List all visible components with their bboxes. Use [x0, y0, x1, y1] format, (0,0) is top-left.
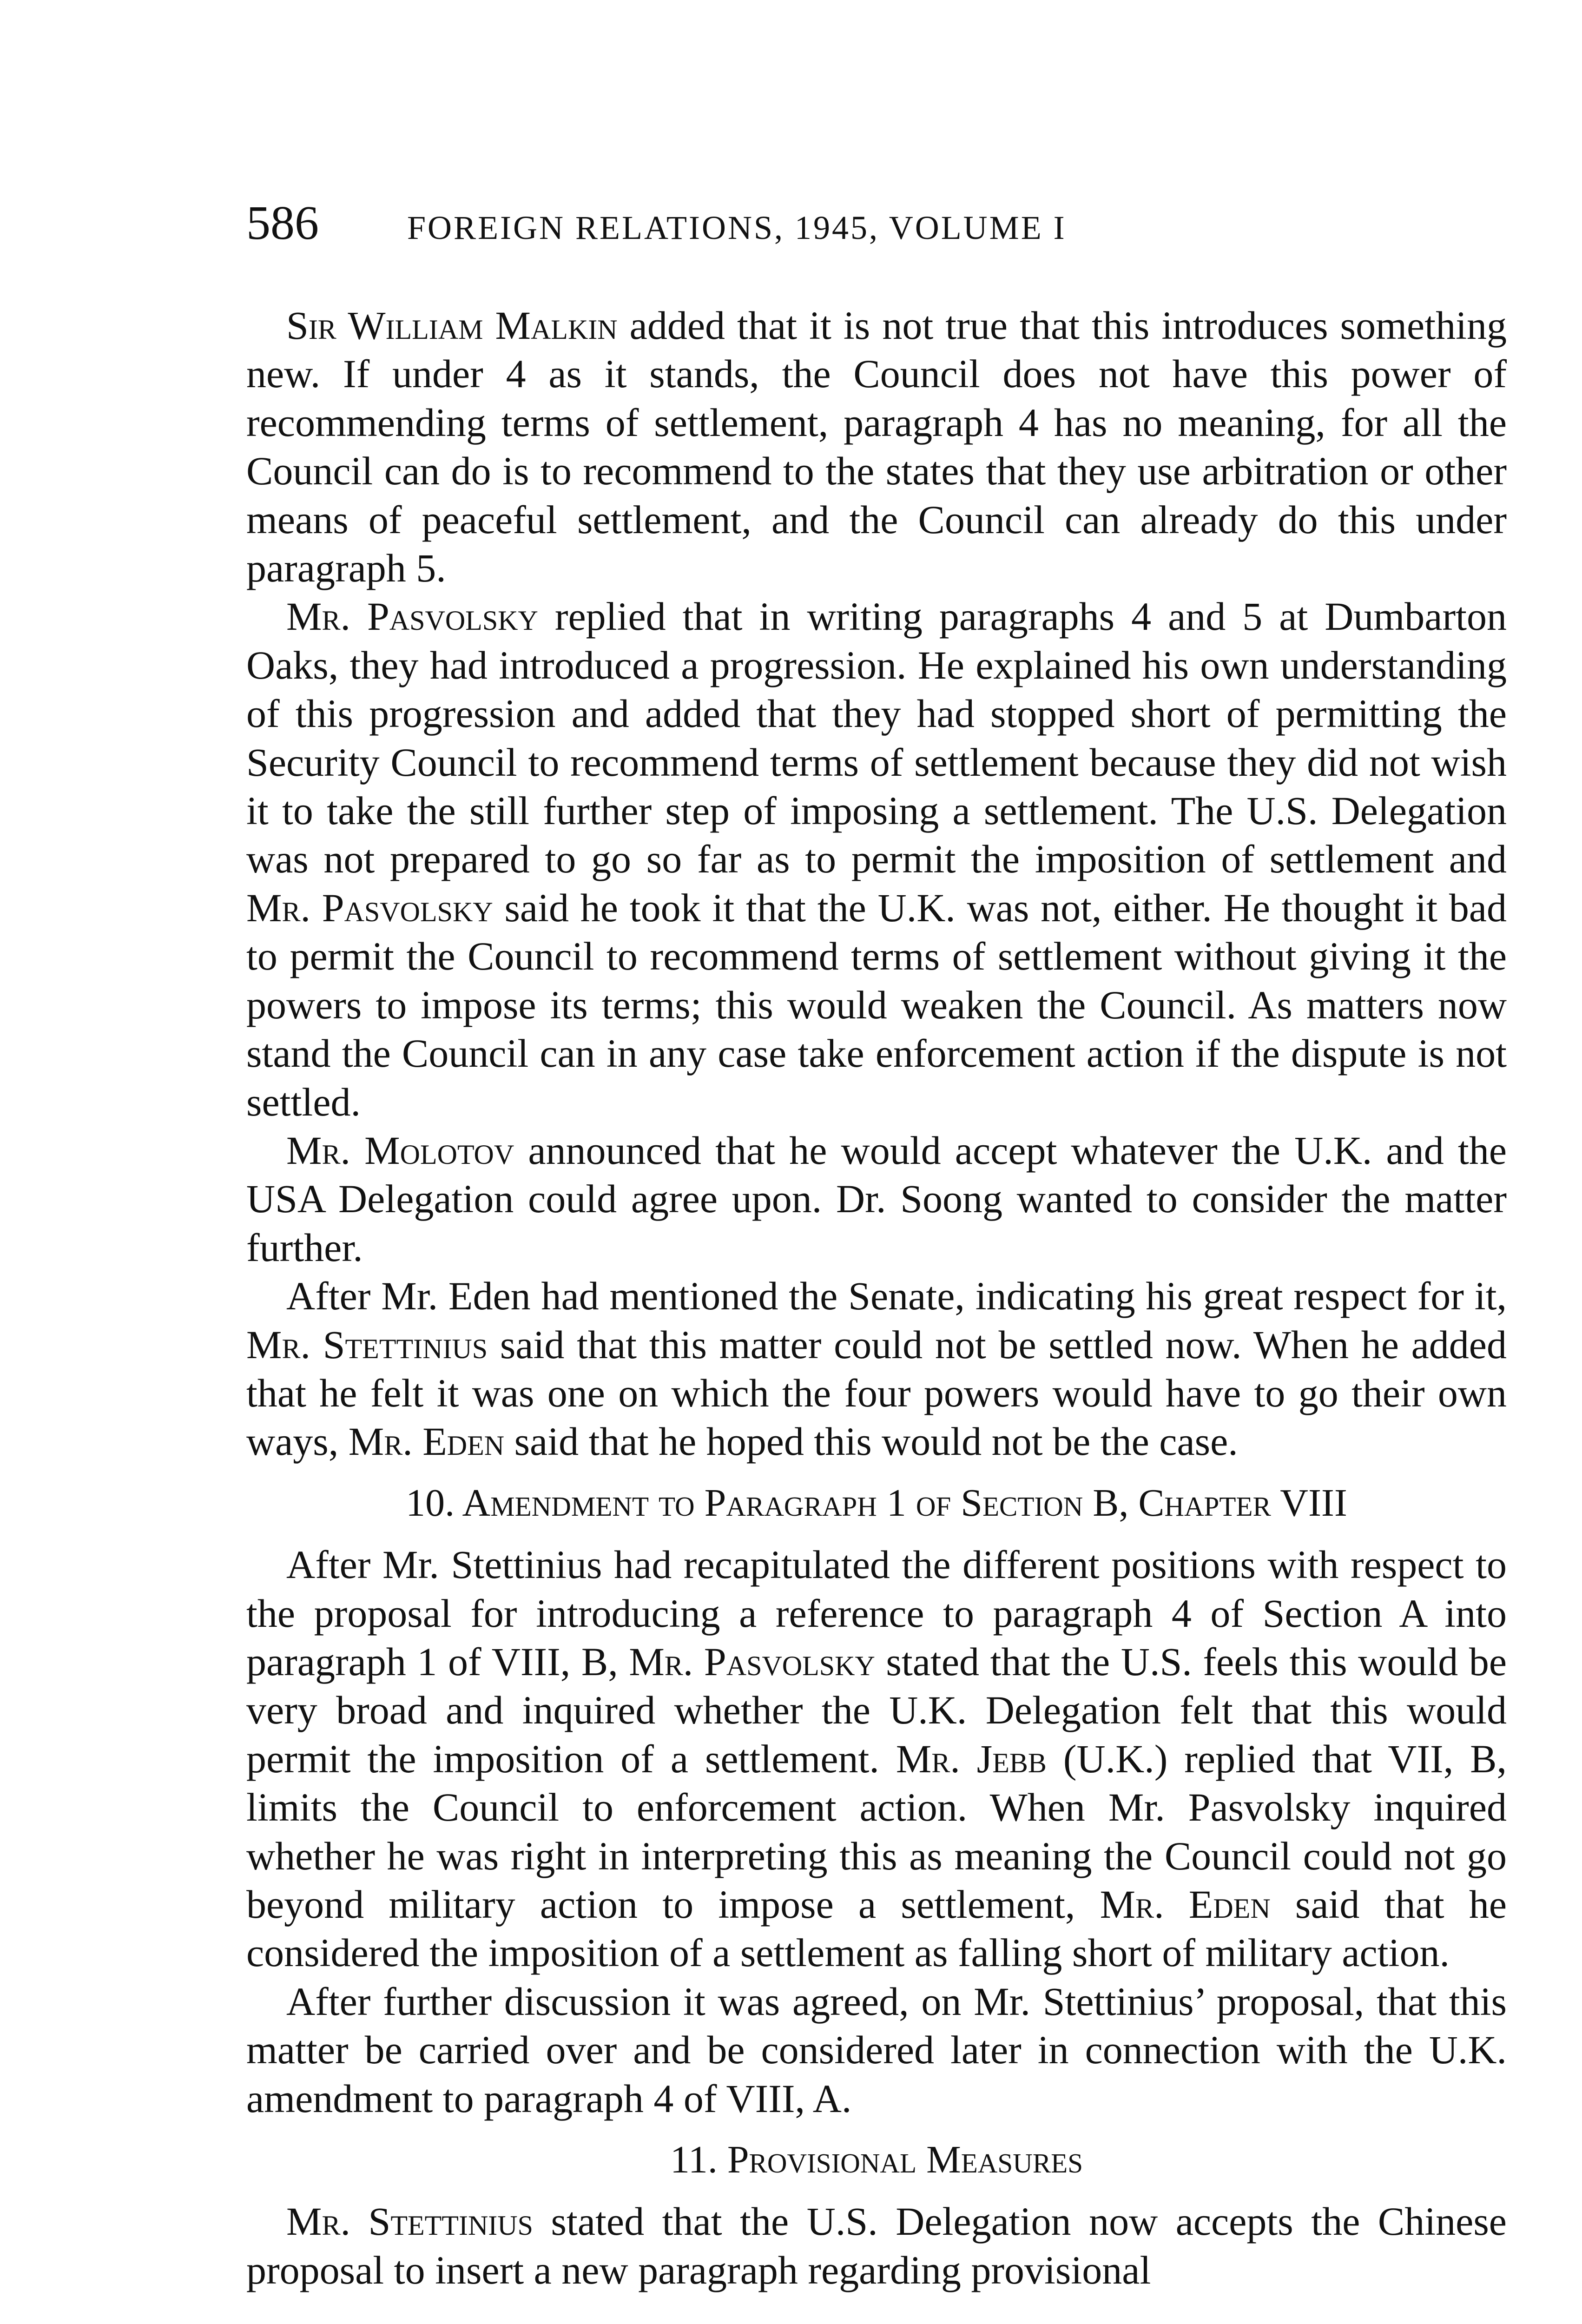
paragraph-text: replied that in writing paragraphs 4 and 5 at Dumbarton Oaks, they had introduced a progression. He explained his own understanding of this progression and added that they had stopped short of permitting the Security Council to recommend terms of settlement because they did not wish it to take the still further step of imposing a settlement. The U.S. Delegation was not prepared to go so far as to permit the imposition of settlement and: [246, 594, 1507, 882]
paragraph-text: said that this matter could not be settled now. When he added that he felt it was one on which the four powers would have to go their own ways,: [246, 1322, 1507, 1464]
paragraph-text: stated that the U.S. Delegation now accepts the Chinese proposal to insert a new paragraph regarding provisional: [246, 2199, 1507, 2292]
paragraph-text: After Mr. Stettinius had recapitulated the different positions with respect to the proposal for introducing a reference to paragraph 4 of Section A into paragraph 1 of VIII, B,: [246, 1542, 1507, 1684]
paragraph-text: added that it is not true that this introduces something new. If under 4 as it stands, the Council does not have this power of recommending terms of settlement, paragraph 4 has no meaning, for all the Council can do is to recommend to the states that they use arbitration or other means of peaceful settlement, and the Council can already do this under paragraph 5.: [246, 303, 1507, 591]
page-number: 586: [246, 196, 319, 250]
page-header: [246, 195, 1507, 260]
speaker-name: Mr. Pasvolsky: [286, 594, 538, 639]
document-page: [246, 195, 1507, 2294]
paragraph-molotov: [246, 1126, 1507, 1272]
paragraph-further-discussion: After further discussion it was agreed, on Mr. Stettinius’ proposal, that this matter be carried over and be considered later in connection with the U.K. amendment to paragraph 4 of VIII, A.: [246, 1979, 1507, 2121]
paragraph-text: said that he hoped this would not be the case.: [504, 1419, 1238, 1464]
speaker-name: Mr. Jebb: [896, 1736, 1047, 1781]
paragraph-text: announced that he would accept whatever the U.K. and the USA Delegation could agree upon. Dr. Soong wanted to consider the matter further.: [246, 1128, 1507, 1270]
paragraph-text: said he took it that the U.K. was not, either. He thought it bad to permit the Council to recommend terms of settlement without giving it the powers to impose its terms; this would weaken the Council. As matters now stand the Council can in any case take enforcement action if the dispute is not settled.: [246, 885, 1507, 1124]
speaker-name: Mr. Stettinius: [246, 1322, 488, 1367]
speaker-name: Mr. Eden: [348, 1419, 505, 1464]
paragraph-text: (U.K.) replied that VII, B, limits the Council to enforcement action. When Mr. Pasvolsky inquired whether he was right in interpreting this as meaning the Council could not go beyond military action to impose a settlement,: [246, 1736, 1507, 1927]
paragraph-malkin: [246, 301, 1507, 592]
section-heading-10: 10. Amendment to Paragraph 1 of Section B, Chapter VIII: [406, 1481, 1347, 1525]
paragraph-pasvolsky: [246, 592, 1507, 1126]
section-heading-11: 11. Provisional Measures: [670, 2138, 1083, 2182]
speaker-name: Mr. Eden: [1100, 1882, 1271, 1927]
paragraph-text: said that he considered the imposition of a settlement as falling short of military action.: [246, 1882, 1507, 1975]
paragraph-text: stated that the U.S. feels this would be very broad and inquired whether the U.K. Delegation felt that this would permit the imposition of a settlement.: [246, 1639, 1507, 1781]
speaker-name: Mr. Stettinius: [286, 2199, 533, 2244]
paragraph-eden-senate: [246, 1272, 1507, 1466]
speaker-name: Mr. Pasvolsky: [246, 885, 493, 930]
speaker-name: Mr. Molotov: [286, 1128, 514, 1173]
speaker-name: Sir William Malkin: [286, 303, 618, 348]
paragraph-amendment: [246, 1540, 1507, 1977]
running-head: FOREIGN RELATIONS, 1945, VOLUME I: [407, 209, 1067, 246]
speaker-name: Mr. Pasvolsky: [629, 1639, 875, 1684]
paragraph-text: After Mr. Eden had mentioned the Senate, indicating his great respect for it,: [286, 1274, 1507, 1319]
paragraph-provisional: [246, 2197, 1507, 2294]
